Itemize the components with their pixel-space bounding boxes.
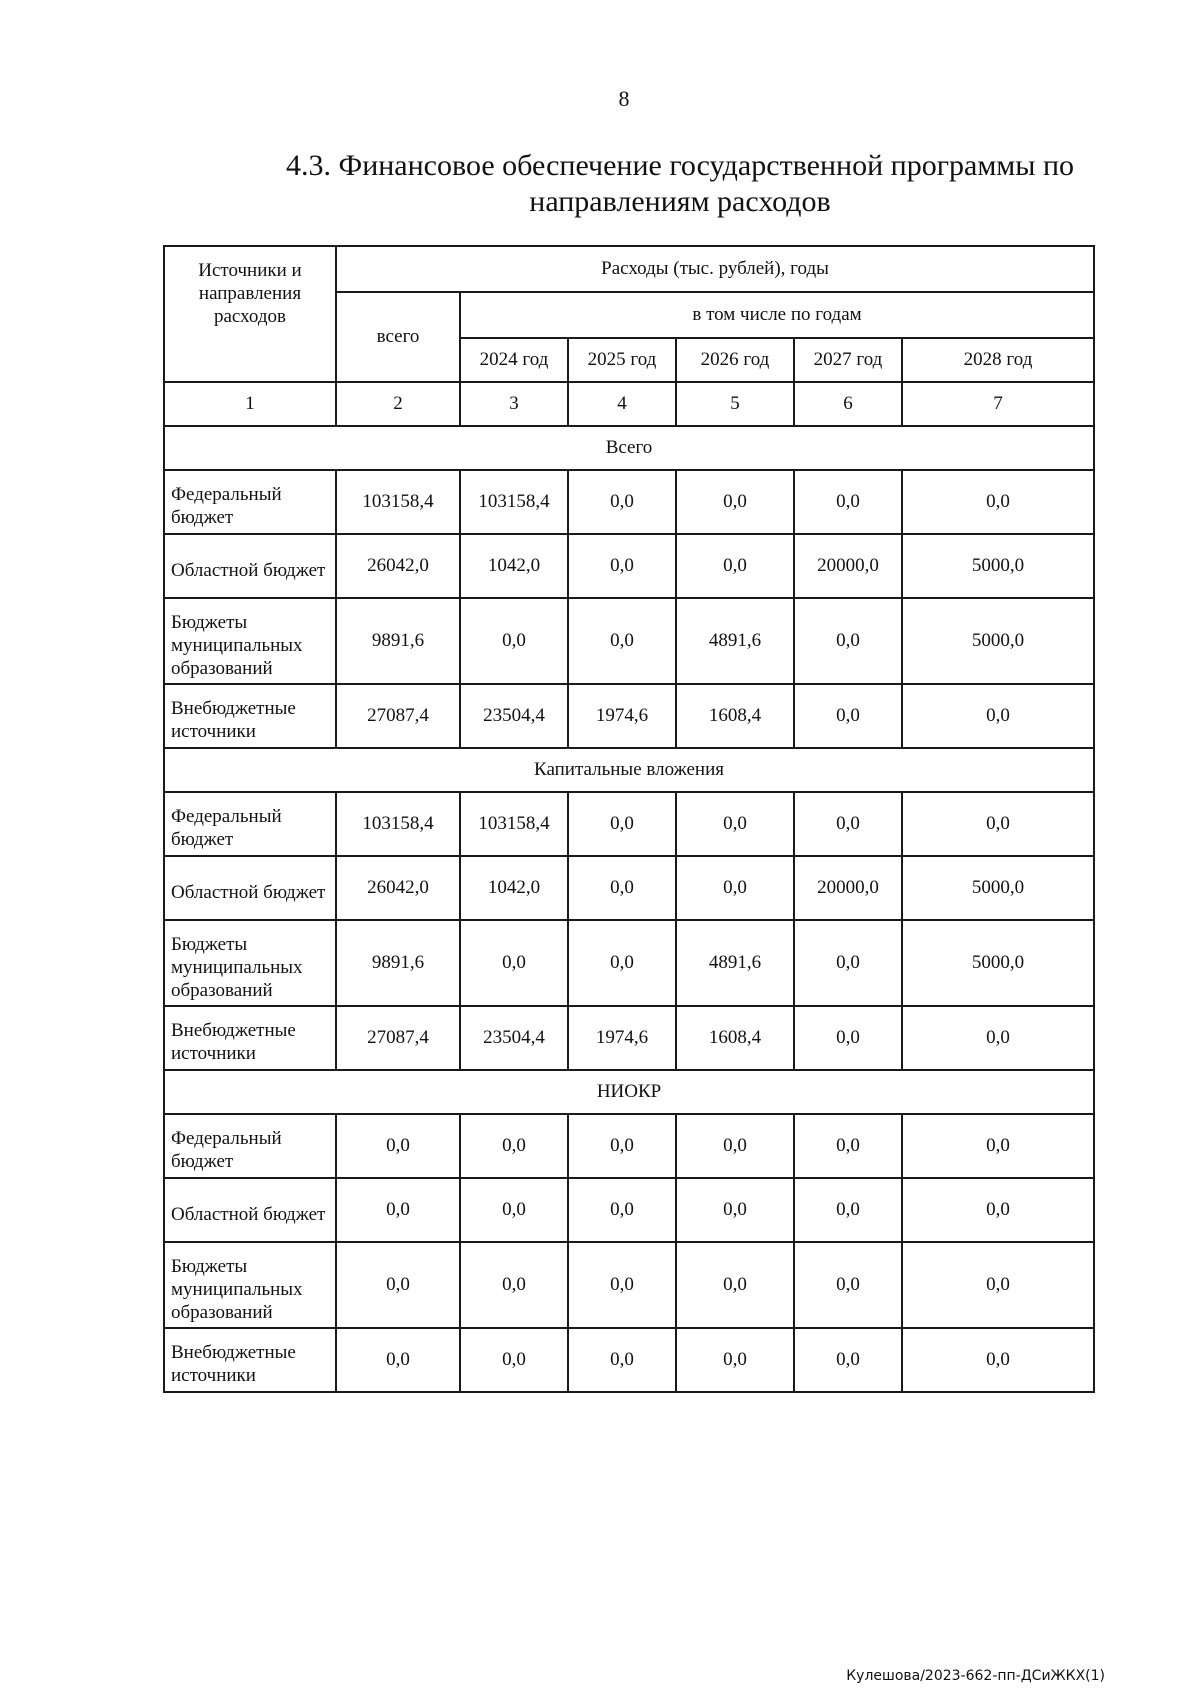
header-year: 2025 год [568,338,676,382]
cell-2024: 1042,0 [460,534,568,598]
column-number: 3 [460,382,568,426]
cell-2025: 0,0 [568,1242,676,1328]
table-row [164,856,1094,920]
cell-2024: 0,0 [460,1328,568,1392]
header-sources: Источники и направления расходов [164,246,336,382]
table-row [164,470,1094,534]
table-row [164,684,1094,748]
table-row [164,792,1094,856]
title-line-1: 4.3. Финансовое обеспечение государственной программы по [286,149,1074,182]
cell-2026: 0,0 [676,1242,794,1328]
cell-2025: 0,0 [568,1178,676,1242]
cell-2027: 0,0 [794,1178,902,1242]
financing-table [163,245,1095,1393]
cell-2028: 0,0 [902,1114,1094,1178]
section-header-row [164,748,1094,792]
cell-2026: 4891,6 [676,598,794,684]
cell-total: 0,0 [336,1242,460,1328]
title-line-2: направлениям расходов [529,185,831,218]
cell-2024: 23504,4 [460,1006,568,1070]
cell-2028: 5000,0 [902,534,1094,598]
cell-2027: 0,0 [794,598,902,684]
cell-2025: 0,0 [568,856,676,920]
cell-total: 0,0 [336,1114,460,1178]
cell-2026: 0,0 [676,792,794,856]
cell-2026: 0,0 [676,1328,794,1392]
cell-2025: 1974,6 [568,684,676,748]
header-year: 2027 год [794,338,902,382]
cell-2027: 0,0 [794,470,902,534]
cell-2024: 0,0 [460,1178,568,1242]
row-source: Федеральный бюджет [164,470,336,534]
cell-2025: 0,0 [568,792,676,856]
cell-2028: 0,0 [902,684,1094,748]
cell-2026: 1608,4 [676,1006,794,1070]
cell-2024: 103158,4 [460,792,568,856]
row-source: Бюджеты муниципальных образований [164,1242,336,1328]
cell-2025: 0,0 [568,598,676,684]
cell-2025: 0,0 [568,1328,676,1392]
table-row [164,1114,1094,1178]
cell-2028: 0,0 [902,470,1094,534]
row-source: Областной бюджет [164,856,336,920]
cell-total: 0,0 [336,1178,460,1242]
row-source: Федеральный бюджет [164,1114,336,1178]
table-row [164,1178,1094,1242]
cell-total: 103158,4 [336,470,460,534]
cell-total: 9891,6 [336,598,460,684]
row-source: Внебюджетные источники [164,1006,336,1070]
cell-2027: 0,0 [794,1006,902,1070]
cell-2024: 0,0 [460,598,568,684]
cell-2026: 1608,4 [676,684,794,748]
cell-2027: 0,0 [794,1114,902,1178]
cell-2027: 0,0 [794,1328,902,1392]
table-row [164,534,1094,598]
table-row [164,1242,1094,1328]
row-source: Внебюджетные источники [164,1328,336,1392]
row-source: Внебюджетные источники [164,684,336,748]
cell-total: 26042,0 [336,534,460,598]
cell-total: 27087,4 [336,684,460,748]
cell-2026: 0,0 [676,856,794,920]
cell-2028: 0,0 [902,1242,1094,1328]
page-number: 8 [618,86,630,111]
cell-2028: 5000,0 [902,598,1094,684]
cell-2026: 0,0 [676,1114,794,1178]
cell-2024: 23504,4 [460,684,568,748]
cell-2028: 0,0 [902,792,1094,856]
column-number: 1 [164,382,336,426]
cell-2028: 0,0 [902,1006,1094,1070]
section-header-row [164,426,1094,470]
table-row [164,598,1094,684]
header-year: 2026 год [676,338,794,382]
row-source: Бюджеты муниципальных образований [164,920,336,1006]
header-total: всего [336,292,460,382]
cell-2026: 0,0 [676,1178,794,1242]
column-number: 6 [794,382,902,426]
cell-2027: 0,0 [794,1242,902,1328]
section-header-row [164,1070,1094,1114]
cell-2027: 20000,0 [794,534,902,598]
cell-2027: 0,0 [794,792,902,856]
table-row [164,1328,1094,1392]
cell-2028: 5000,0 [902,856,1094,920]
cell-total: 9891,6 [336,920,460,1006]
section-title: НИОКР [164,1070,1094,1114]
cell-2025: 1974,6 [568,1006,676,1070]
document-code: Кулешова/2023-662-пп-ДСиЖКХ(1) [846,1668,1105,1684]
row-source: Областной бюджет [164,1178,336,1242]
cell-2026: 0,0 [676,534,794,598]
row-source: Областной бюджет [164,534,336,598]
row-source: Бюджеты муниципальных образований [164,598,336,684]
section-title: Всего [164,426,1094,470]
row-source: Федеральный бюджет [164,792,336,856]
cell-2024: 0,0 [460,920,568,1006]
cell-total: 26042,0 [336,856,460,920]
cell-2028: 5000,0 [902,920,1094,1006]
header-expenses: Расходы (тыс. рублей), годы [336,246,1094,292]
header-year: 2024 год [460,338,568,382]
cell-total: 0,0 [336,1328,460,1392]
cell-2025: 0,0 [568,470,676,534]
cell-2025: 0,0 [568,920,676,1006]
cell-2025: 0,0 [568,534,676,598]
cell-2024: 103158,4 [460,470,568,534]
cell-2027: 0,0 [794,684,902,748]
table-row [164,1006,1094,1070]
cell-2027: 0,0 [794,920,902,1006]
column-number-row [164,382,1094,426]
cell-2025: 0,0 [568,1114,676,1178]
cell-2024: 1042,0 [460,856,568,920]
cell-2028: 0,0 [902,1328,1094,1392]
column-number: 5 [676,382,794,426]
table-row [164,920,1094,1006]
column-number: 2 [336,382,460,426]
column-number: 7 [902,382,1094,426]
column-number: 4 [568,382,676,426]
cell-2026: 4891,6 [676,920,794,1006]
header-by-years: в том числе по годам [460,292,1094,338]
cell-2026: 0,0 [676,470,794,534]
cell-total: 27087,4 [336,1006,460,1070]
page-title [260,148,1100,220]
section-title: Капитальные вложения [164,748,1094,792]
cell-2027: 20000,0 [794,856,902,920]
cell-2024: 0,0 [460,1114,568,1178]
cell-2028: 0,0 [902,1178,1094,1242]
cell-total: 103158,4 [336,792,460,856]
cell-2024: 0,0 [460,1242,568,1328]
header-year: 2028 год [902,338,1094,382]
